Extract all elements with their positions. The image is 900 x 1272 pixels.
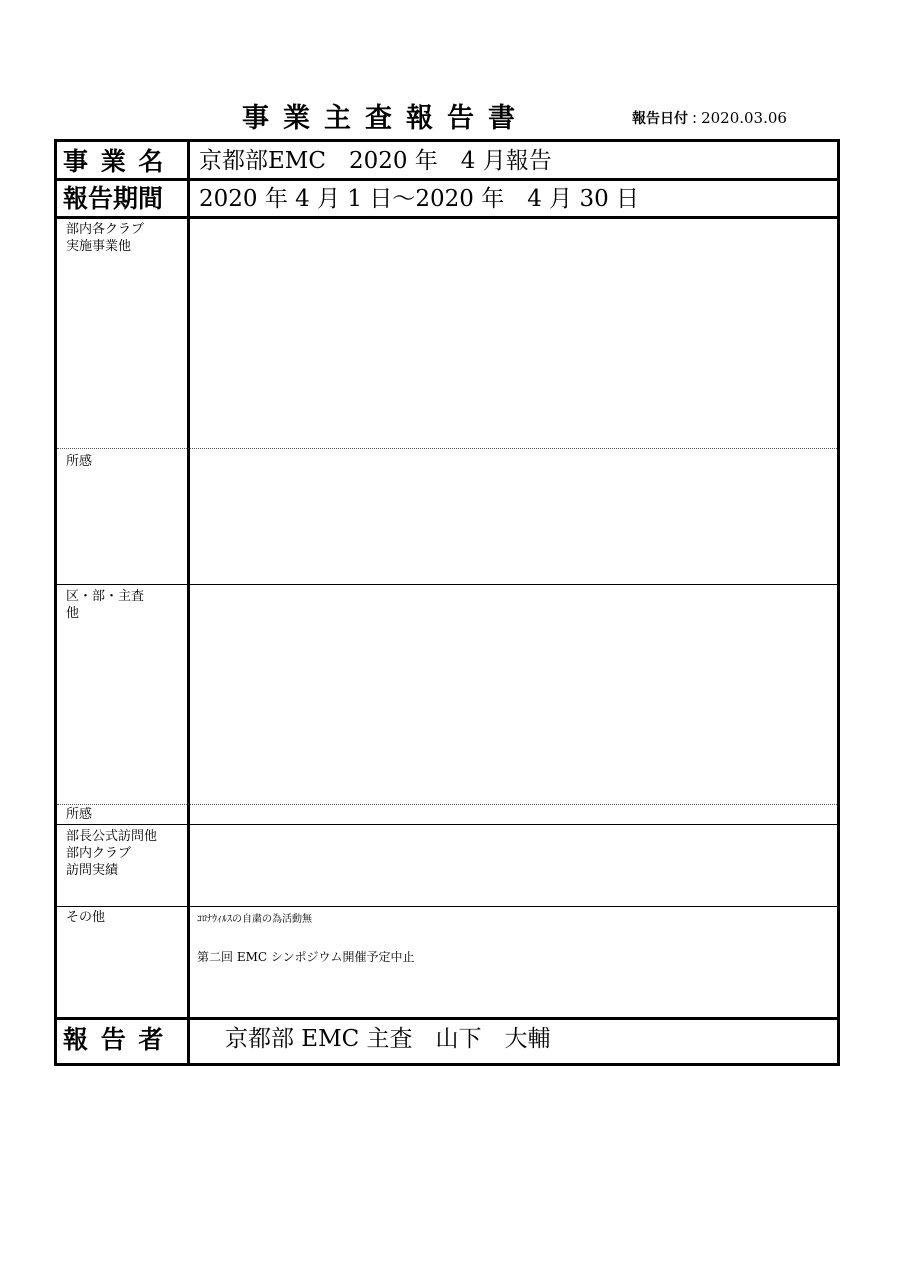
- impressions-label: 所感: [66, 807, 93, 822]
- label-column-divider: [187, 142, 190, 1063]
- row-divider: [57, 824, 837, 825]
- row-divider: [57, 906, 837, 907]
- row-divider: [57, 448, 837, 449]
- document-title: 事業主査報告書: [242, 103, 529, 134]
- project-name-label: 事 業 名: [63, 147, 166, 176]
- other-label: その他: [66, 910, 106, 925]
- report-period-value[interactable]: 2020 年 4 月 1 日〜2020 年 4 月 30 日: [199, 186, 640, 212]
- club-activities-label: 部内各クラブ 実施事業他: [66, 222, 145, 254]
- report-period-label: 報告期間: [63, 184, 164, 213]
- report-date-value: 2020.03.06: [701, 109, 787, 127]
- report-date-separator: :: [692, 109, 698, 127]
- row-divider: [57, 216, 837, 219]
- project-name-value[interactable]: 京都部EMC 2020 年 4 月報告: [199, 148, 552, 174]
- report-date: [632, 108, 787, 128]
- row-divider: [57, 178, 837, 181]
- official-visits-label: 部長公式訪問他 部内クラブ 訪問実績: [66, 829, 158, 878]
- impressions-label: 所感: [66, 454, 93, 469]
- row-divider: [57, 804, 837, 805]
- report-date-label: 報告日付: [632, 111, 688, 127]
- report-form: [54, 139, 840, 1066]
- row-divider: [57, 1017, 837, 1020]
- reporter-value[interactable]: 京都部 EMC 主査 山下 大輔: [225, 1026, 551, 1052]
- other-line[interactable]: 第二回 EMC シンポジウム開催予定中止: [197, 950, 415, 964]
- district-section-label: 区・部・主査 他: [66, 589, 145, 621]
- reporter-label: 報 告 者: [63, 1025, 166, 1054]
- row-divider: [57, 584, 837, 585]
- other-line[interactable]: ｺﾛﾅｳｨﾙｽの自粛の為活動無: [197, 914, 312, 925]
